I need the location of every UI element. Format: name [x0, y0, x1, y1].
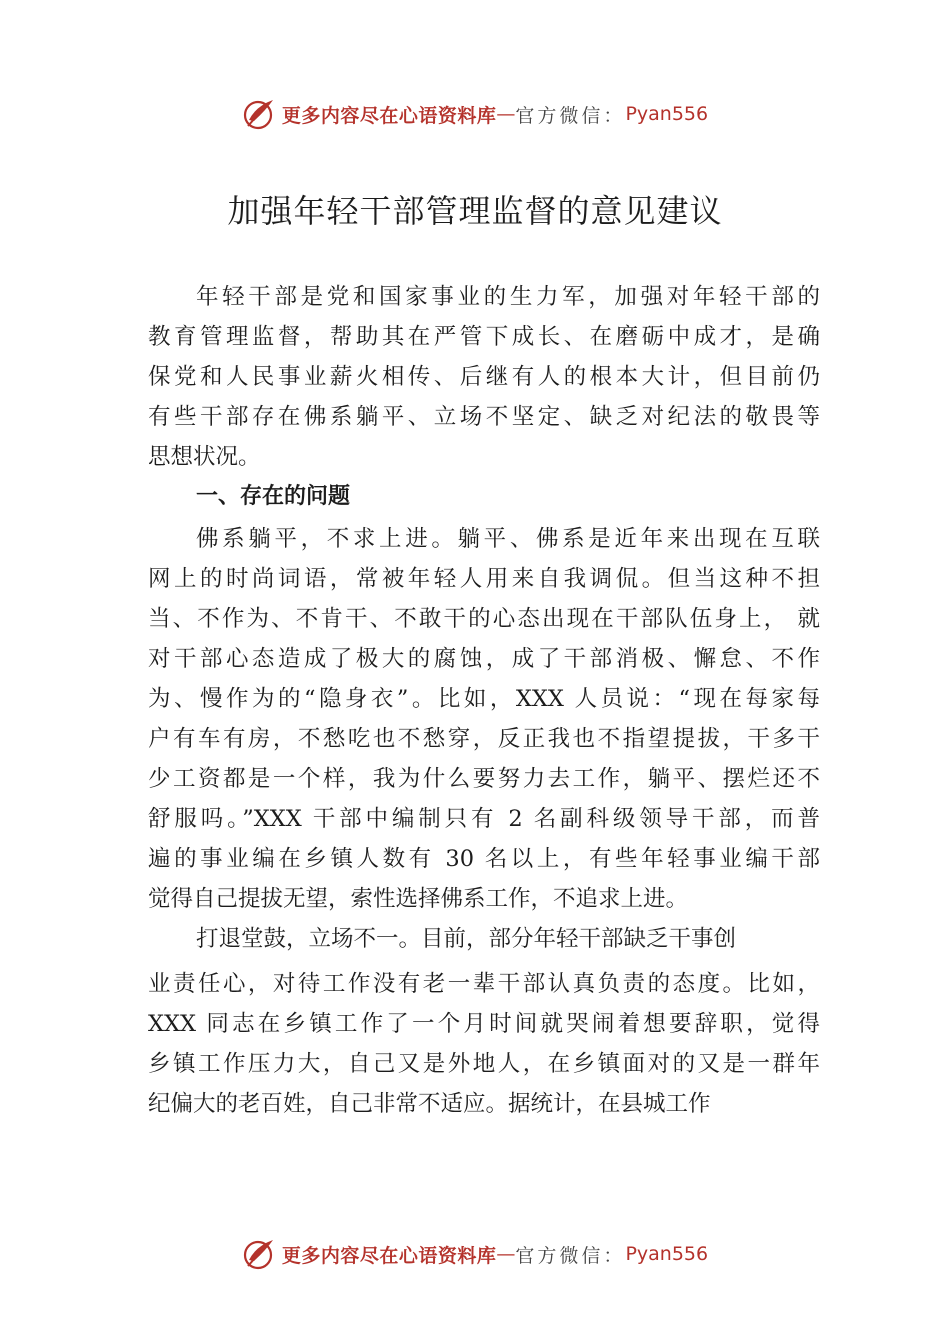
footer-banner [0, 1234, 950, 1274]
quill-pen-logo-icon [242, 1236, 278, 1272]
paragraph-1-line-1: 年轻干部是党和国家事业的生力军，加强对年轻干部的 [196, 284, 820, 310]
banner-wechat-id: Pyan556 [625, 1243, 709, 1265]
banner-brand-text: 更多内容尽在心语资料库 [281, 104, 497, 127]
banner-separator: — [496, 103, 516, 125]
document-title: 加强年轻干部管理监督的意见建议 [227, 192, 723, 230]
paragraph-2-line-10: 觉得自己提拔无望，索性选择佛系工作，不追求上进。 [148, 886, 689, 912]
banner-wechat-label: 官方微信： [515, 104, 626, 127]
banner-wechat-id: Pyan556 [625, 103, 709, 125]
paragraph-3-line-2: 业责任心，对待工作没有老一辈干部认真负责的态度。比如， [148, 971, 820, 997]
paragraph-2-line-8: 舒服吗。”XXX 干部中编制只有 2 名副科级领导干部，而普 [148, 806, 820, 832]
paragraph-2-line-5: 为、慢作为的“隐身衣”。比如，XXX 人员说：“现在每家每 [148, 686, 820, 712]
paragraph-1-line-2: 教育管理监督，帮助其在严管下成长、在磨砺中成才，是确 [148, 324, 820, 350]
paragraph-3-line-1: 打退堂鼓，立场不一。目前，部分年轻干部缺乏干事创 [196, 926, 737, 952]
paragraph-2-line-6: 户有车有房，不愁吃也不愁穿，反正我也不指望提拔，干多干 [148, 726, 820, 752]
section-heading-1: 一、存在的问题 [196, 484, 351, 509]
banner-separator: — [496, 1243, 516, 1265]
paragraph-3-line-3: XXX 同志在乡镇工作了一个月时间就哭闹着想要辞职，觉得 [148, 1011, 820, 1037]
paragraph-2-line-2: 网上的时尚词语，常被年轻人用来自我调侃。但当这种不担 [148, 566, 820, 592]
header-banner [0, 94, 950, 134]
paragraph-2-line-3: 当、不作为、不肯干、不敢干的心态出现在干部队伍身上， 就 [148, 606, 820, 632]
quill-pen-logo-icon [242, 96, 278, 132]
paragraph-1-line-3: 保党和人民事业薪火相传、后继有人的根本大计，但目前仍 [148, 364, 820, 390]
paragraph-3-line-5: 纪偏大的老百姓，自己非常不适应。据统计，在县城工作 [148, 1091, 711, 1117]
paragraph-3-line-4: 乡镇工作压力大，自己又是外地人，在乡镇面对的又是一群年 [148, 1051, 820, 1077]
paragraph-1-line-4: 有些干部存在佛系躺平、立场不坚定、缺乏对纪法的敬畏等 [148, 404, 820, 430]
banner-wechat-label: 官方微信： [515, 1244, 626, 1267]
paragraph-1-line-5: 思想状况。 [148, 444, 261, 470]
paragraph-2-line-7: 少工资都是一个样，我为什么要努力去工作，躺平、摆烂还不 [148, 766, 820, 792]
paragraph-2-line-1: 佛系躺平，不求上进。躺平、佛系是近年来出现在互联 [196, 526, 820, 552]
paragraph-2-line-4: 对干部心态造成了极大的腐蚀，成了干部消极、懈怠、不作 [148, 646, 820, 672]
paragraph-2-line-9: 遍的事业编在乡镇人数有 30 名以上，有些年轻事业编干部 [148, 846, 820, 872]
banner-brand-text: 更多内容尽在心语资料库 [281, 1244, 497, 1267]
